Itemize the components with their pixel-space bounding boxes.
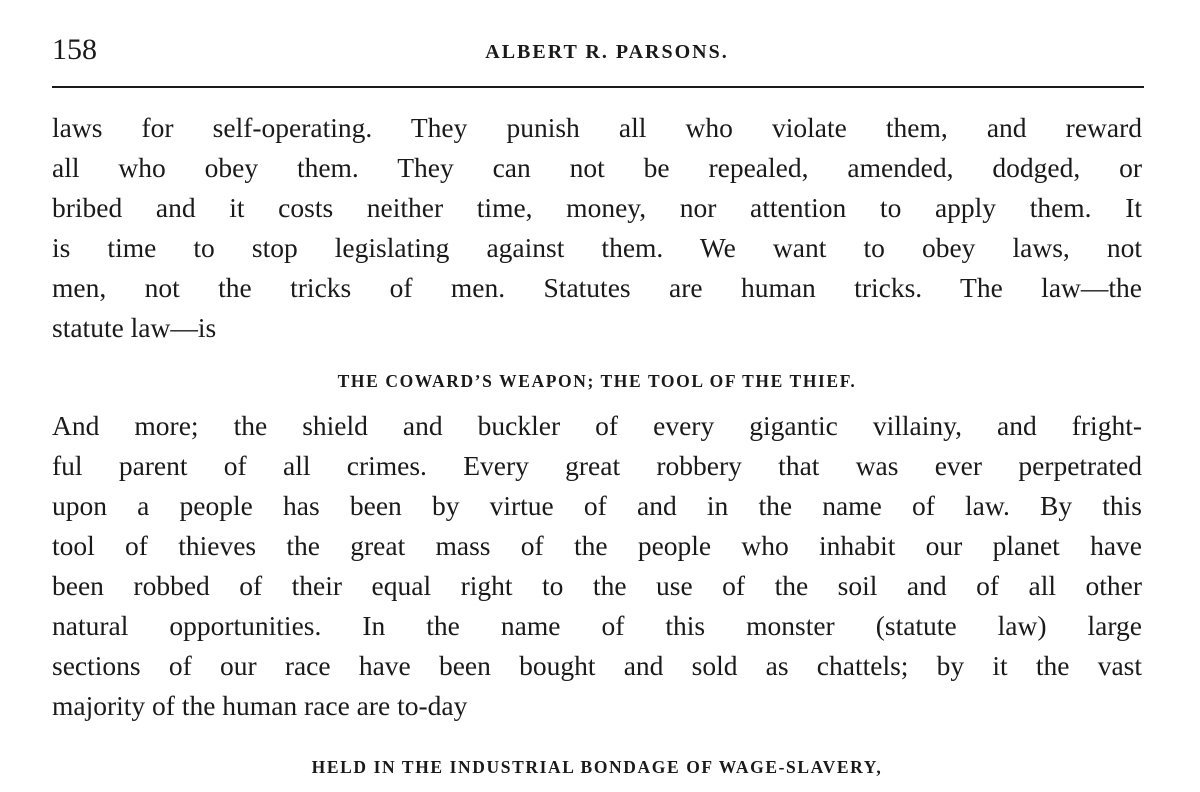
text-line: majority of the human race are to-day <box>52 690 468 721</box>
text-line: men, not the tricks of men. Statutes are human tricks. The law—the <box>52 272 1142 303</box>
text-line: been robbed of their equal right to the use of the soil and of all other <box>52 570 1142 601</box>
text-line: all who obey them. They can not be repealed, amended, dodged, or <box>52 152 1142 183</box>
header-rule <box>52 86 1144 88</box>
text-line: bribed and it costs neither time, money, nor attention to apply them. It <box>52 192 1142 223</box>
paragraph-1 <box>52 108 1142 348</box>
paragraph-2 <box>52 406 1142 726</box>
text-line: ful parent of all crimes. Every great robbery that was ever perpetrated <box>52 450 1142 481</box>
text-line: natural opportunities. In the name of this monster (statute law) large <box>52 610 1142 641</box>
text-line: And more; the shield and buckler of every gigantic villainy, and fright- <box>52 410 1142 441</box>
section-heading-2: HELD IN THE INDUSTRIAL BONDAGE OF WAGE-SLAVERY, <box>311 757 883 777</box>
section-heading-1: THE COWARD’S WEAPON; THE TOOL OF THE THIEF. <box>337 371 857 391</box>
text-line: statute law—is <box>52 312 217 343</box>
text-line: upon a people has been by virtue of and in the name of law. By this <box>52 490 1142 521</box>
text-line: is time to stop legislating against them. We want to obey laws, not <box>52 232 1142 263</box>
text-line: tool of thieves the great mass of the people who inhabit our planet have <box>52 530 1142 561</box>
text-line: sections of our race have been bought and sold as chattels; by it the vast <box>52 650 1142 681</box>
text-line: laws for self-operating. They punish all who violate them, and reward <box>52 112 1142 143</box>
page-number: 158 <box>52 33 97 66</box>
running-title: ALBERT R. PARSONS. <box>485 41 729 63</box>
running-head <box>52 30 1142 70</box>
